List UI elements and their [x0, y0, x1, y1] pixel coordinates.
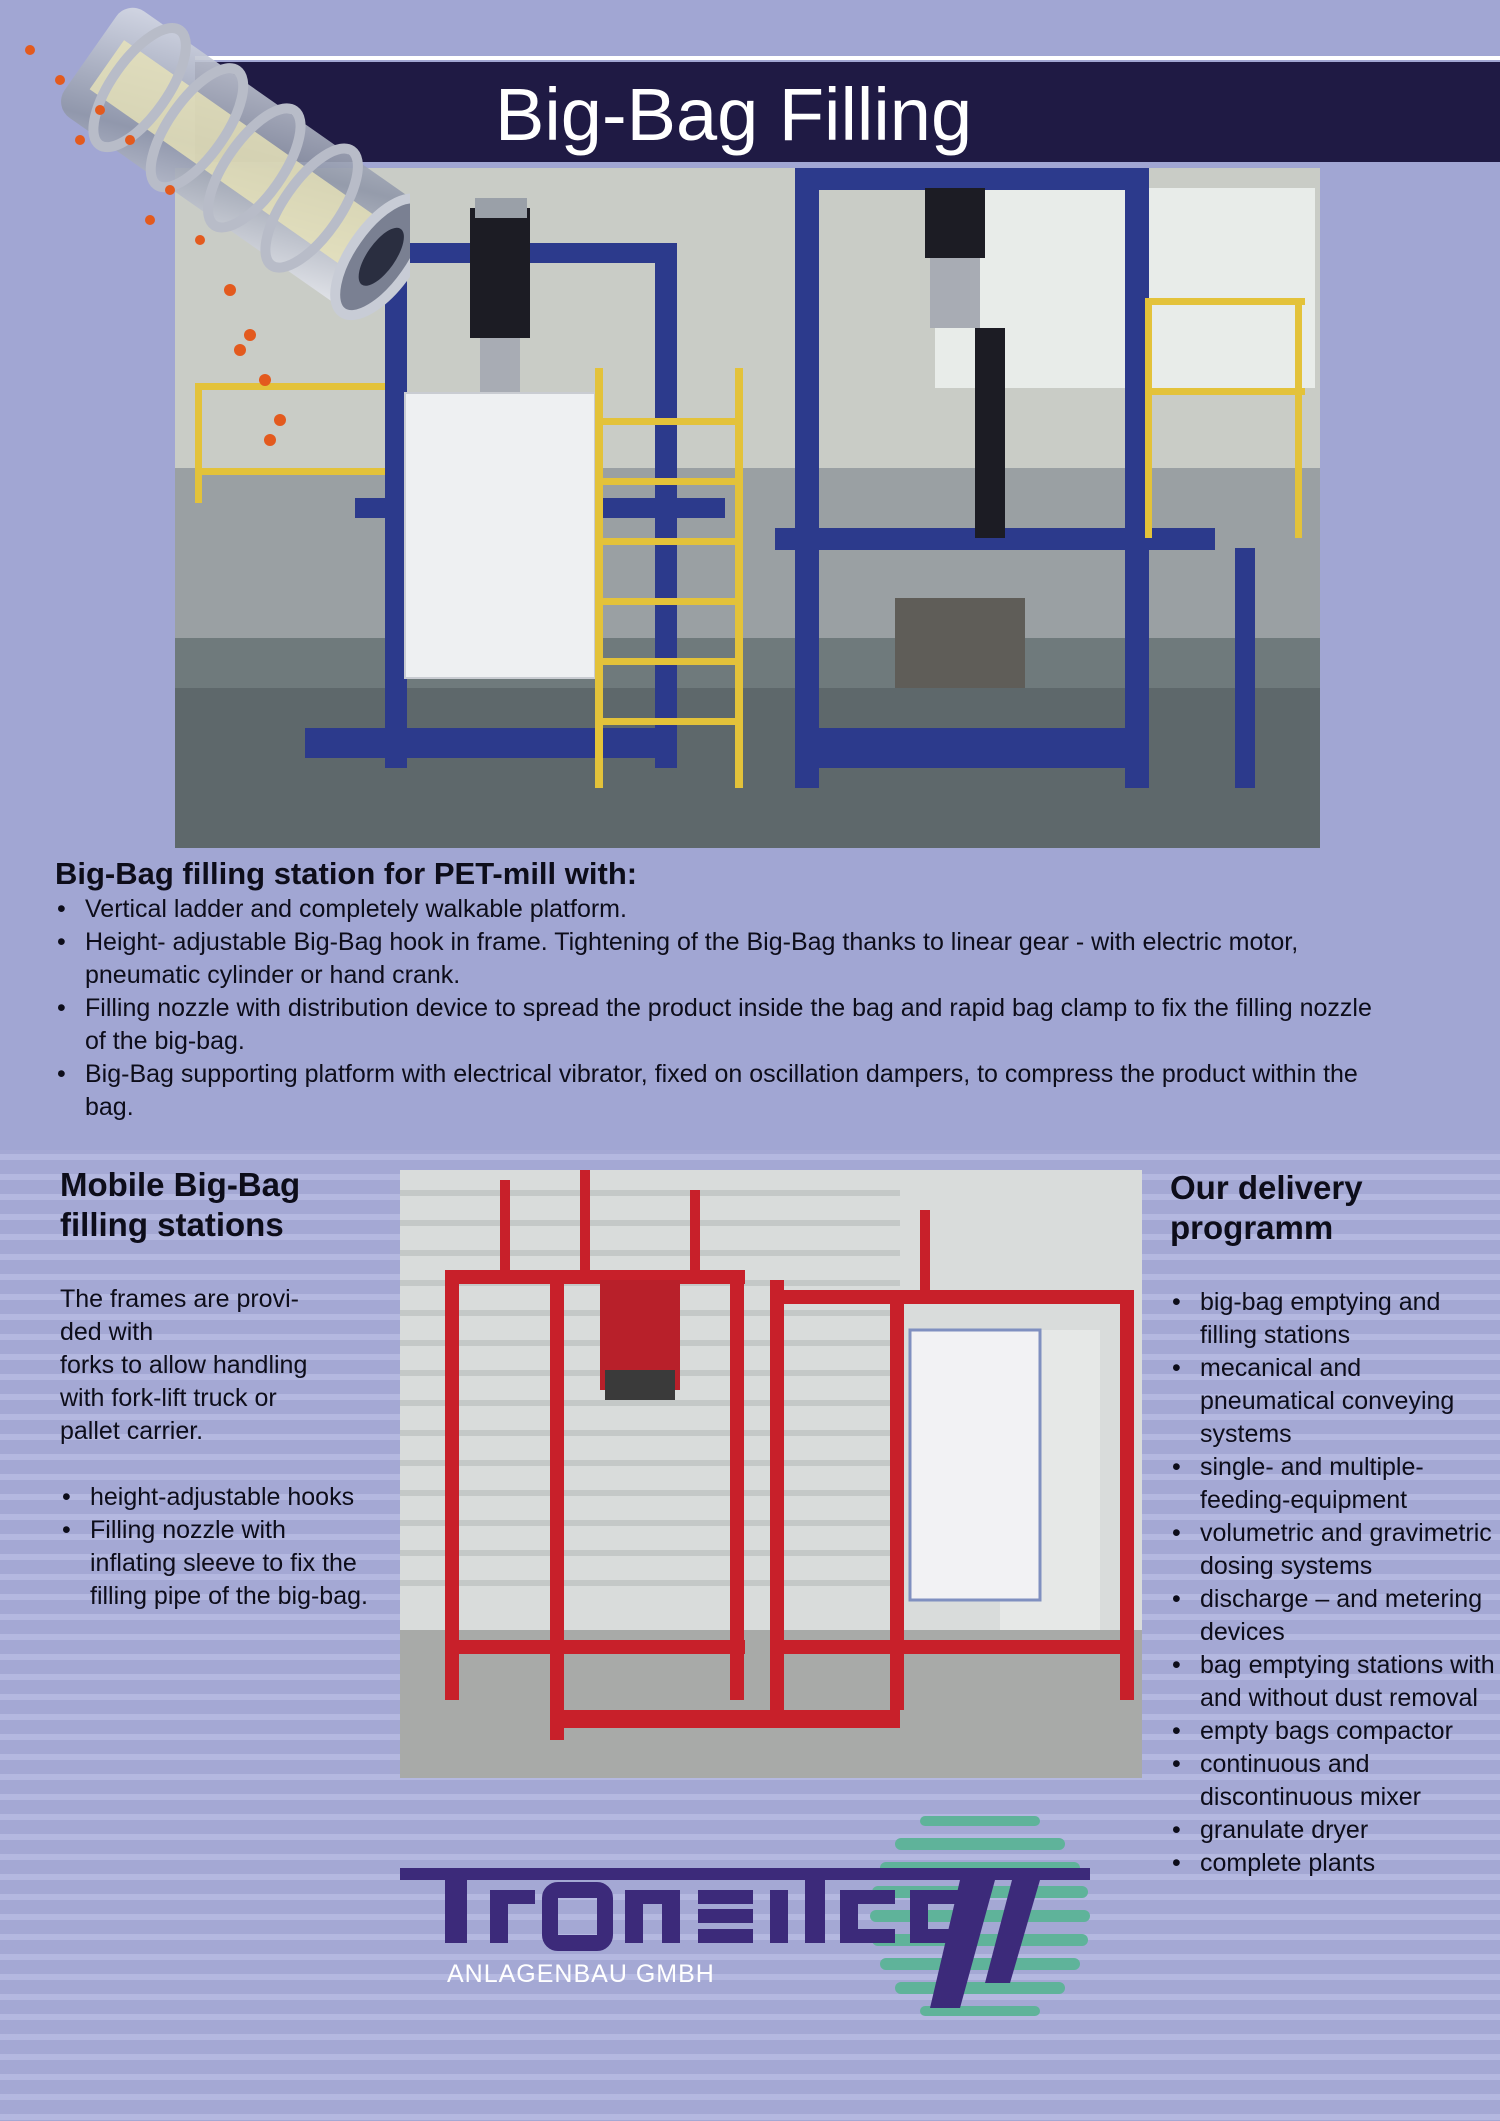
list-item: • big-bag emptying and filling stations [1170, 1286, 1500, 1352]
mobile-station-photo [400, 1170, 1142, 1778]
list-item: • continuous and discontinuous mixer [1170, 1748, 1500, 1814]
section-heading: Big-Bag filling station for PET-mill with: [55, 856, 638, 891]
list-item: • height-adjustable hooks [60, 1481, 370, 1514]
mobile-stations-column [60, 1165, 370, 1613]
main-description [55, 855, 1385, 1124]
list-item: • granulate dryer [1170, 1814, 1500, 1847]
intro-text: The frames are provi- ded with forks to allow handling with fork-lift truck or pallet carrier. [60, 1285, 308, 1445]
list-item: • Filling nozzle with inflating sleeve to fix the filling pipe of the big-bag. [60, 1514, 370, 1613]
list-item: • Vertical ladder and completely walkable platform. [55, 893, 1385, 926]
page-title: Big-Bag Filling [495, 73, 973, 156]
list-item: • empty bags compactor [1170, 1715, 1500, 1748]
screw-conveyor-icon [0, 0, 410, 460]
list-item: • complete plants [1170, 1847, 1500, 1880]
transitec-logo [400, 1808, 1140, 2038]
list-item: • single- and multiple-feeding-equipment [1170, 1451, 1500, 1517]
section-heading: Mobile Big-Bag filling stations [60, 1166, 301, 1243]
list-item: • volumetric and gravimetric dosing systems [1170, 1517, 1500, 1583]
list-item: • Height- adjustable Big-Bag hook in frame. Tightening of the Big-Bag thanks to linear gear - with electric motor, pneumatic cylinder or hand crank. [55, 926, 1385, 992]
list-item: • Filling nozzle with distribution device to spread the product inside the bag and rapid bag clamp to fix the filling nozzle of the big-bag. [55, 992, 1385, 1058]
list-item: • mecanical and pneumatical conveying systems [1170, 1352, 1500, 1451]
section-heading: Our delivery programm [1170, 1169, 1363, 1246]
company-subtitle: ANLAGENBAU GMBH [447, 1960, 715, 1988]
list-item: • bag emptying stations with and without dust removal [1170, 1649, 1500, 1715]
list-item: • Big-Bag supporting platform with electrical vibrator, fixed on oscillation dampers, to compress the product within the bag. [55, 1058, 1385, 1124]
delivery-programm-column [1170, 1168, 1500, 1880]
list-item: • discharge – and metering devices [1170, 1583, 1500, 1649]
